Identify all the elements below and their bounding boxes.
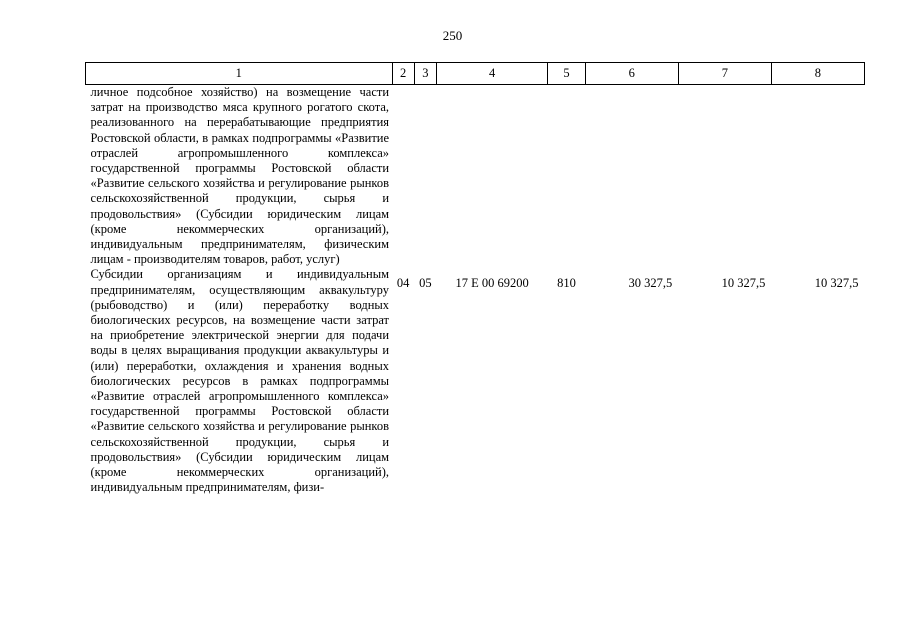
row-expense-type: 810 bbox=[557, 276, 576, 291]
header-col-2: 2 bbox=[392, 63, 414, 85]
row-subsection: 05 bbox=[419, 276, 432, 291]
header-col-1: 1 bbox=[86, 63, 393, 85]
row-section bbox=[392, 85, 414, 268]
row-section: 04 bbox=[396, 276, 410, 291]
row-subsection bbox=[414, 85, 436, 268]
row-amount-2: 10 327,5 bbox=[721, 276, 766, 291]
row-description: Субсидии организациям и индивидуальным предпринимателям, осуществляющим аквакультуру (рыбоводство) и (или) переработку водных биологических ресурсов, на возмещение части затрат на приобретение электрической энергии для подачи воды в целях выращивания продукции аквакультуры и (или) переработки, охлаждения и хранения водных биологических ресурсов в рамках подпрограммы «Развитие отраслей агропромышленного комплекса» государственной программы Ростовской области «Развитие сельского хозяйства и регулирование рынков сельскохозяйственной продукции, сырья и продовольствия» (Субсидии юридическим лицам (кроме некоммерческих организаций), индивидуальным предпринимателям, физи- bbox=[90, 267, 390, 495]
header-col-6: 6 bbox=[585, 63, 678, 85]
table-row bbox=[86, 267, 865, 495]
row-amount-2 bbox=[678, 85, 771, 268]
row-amount-3 bbox=[771, 85, 864, 268]
row-amount-1 bbox=[585, 85, 678, 268]
table-row bbox=[86, 85, 865, 268]
row-expense-type bbox=[548, 85, 585, 268]
header-col-7: 7 bbox=[678, 63, 771, 85]
header-row bbox=[86, 63, 865, 85]
row-description: личное подсобное хозяйство) на возмещение части затрат на производство мяса крупного рогатого скота, реализованного на перерабатывающие предприятия Ростовской области, в рамках подпрограммы «Развитие отраслей агропромышленного комплекса» государственной программы Ростовской области «Развитие сельского хозяйства и регулирование рынков сельскохозяйственной продукции, сырья и продовольствия» (Субсидии юридическим лицам (кроме некоммерческих организаций), индивидуальным предпринимателям, физическим лицам - производителям товаров, работ, услуг) bbox=[90, 85, 390, 267]
header-col-5: 5 bbox=[548, 63, 585, 85]
header-col-4: 4 bbox=[437, 63, 548, 85]
row-amount-3: 10 327,5 bbox=[814, 276, 859, 291]
row-target-article: 17 Е 00 69200 bbox=[455, 276, 529, 291]
budget-table bbox=[85, 62, 865, 495]
row-amount-1: 30 327,5 bbox=[628, 276, 673, 291]
header-col-3: 3 bbox=[414, 63, 436, 85]
page-number: 250 bbox=[442, 28, 463, 43]
row-target-article bbox=[437, 85, 548, 268]
header-col-8: 8 bbox=[771, 63, 864, 85]
